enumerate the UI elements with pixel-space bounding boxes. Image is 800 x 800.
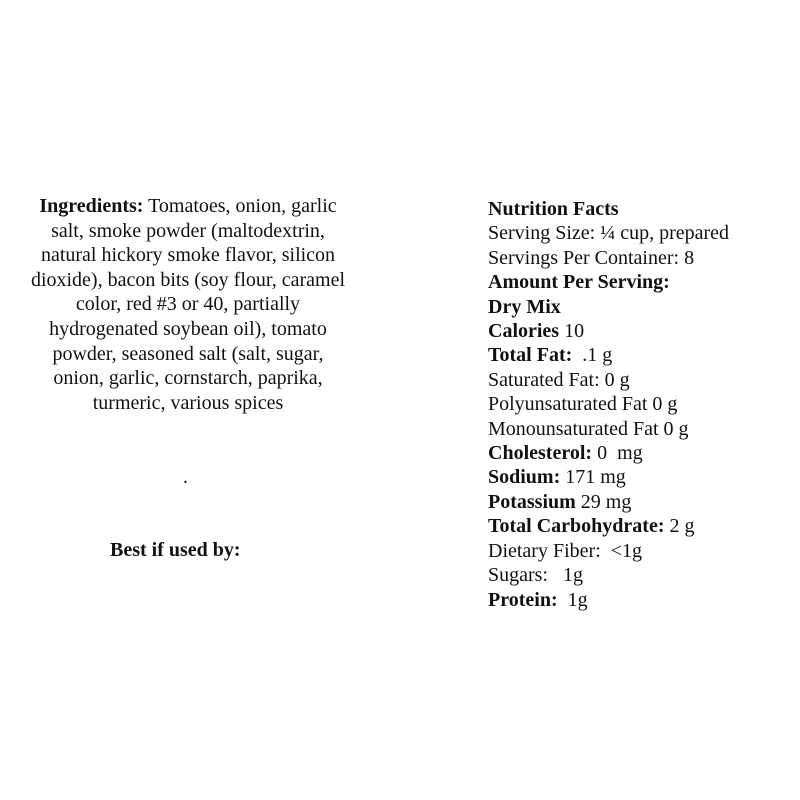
- calories-label: Calories: [488, 320, 560, 343]
- sodium-value: 171 mg: [560, 466, 626, 489]
- cholesterol-row: [488, 441, 788, 465]
- ingredients-text: Tomatoes, onion, garlic salt, smoke powder (maltodextrin, natural hickory smoke flavor, silicon dioxide), bacon bits (soy flour, caramel color, red #3 or 40, partially hydrogenated soybean oil), tomato powder, seasoned salt (salt, sugar, onion, garlic, cornstarch, paprika, turmeric, various spices: [30, 195, 346, 414]
- dietary-fiber: Dietary Fiber: <1g: [488, 539, 643, 562]
- potassium-label: Potassium: [488, 490, 576, 513]
- ingredients-block: [28, 194, 348, 415]
- cholesterol-value: 0 mg: [592, 442, 643, 465]
- polyunsaturated-fat: Polyunsaturated Fat 0 g: [488, 393, 678, 416]
- dry-mix-label: Dry Mix: [488, 295, 561, 318]
- ingredients-label: Ingredients:: [39, 195, 144, 217]
- total-fat-row: [488, 343, 788, 367]
- total-fat-label: Total Fat:: [488, 344, 573, 367]
- protein-row: [488, 588, 788, 612]
- total-fat-value: .1 g: [572, 344, 613, 367]
- sodium-label: Sodium:: [488, 466, 561, 489]
- potassium-value: 29 mg: [575, 490, 632, 513]
- serving-size: Serving Size: ¼ cup, prepared: [488, 222, 730, 245]
- nutrition-facts-panel: [488, 197, 788, 612]
- nutrition-title: Nutrition Facts: [488, 198, 619, 220]
- protein-value: 1g: [557, 588, 588, 611]
- potassium-row: [488, 490, 788, 514]
- total-carbohydrate-row: [488, 514, 788, 538]
- calories-row: [488, 319, 788, 343]
- monounsaturated-fat: Monounsaturated Fat 0 g: [488, 417, 689, 440]
- amount-per-serving: Amount Per Serving:: [488, 271, 670, 294]
- calories-value: 10: [559, 320, 585, 343]
- sugars: Sugars: 1g: [488, 564, 583, 587]
- saturated-fat: Saturated Fat: 0 g: [488, 368, 630, 391]
- total-carbohydrate-label: Total Carbohydrate:: [488, 515, 665, 538]
- best-if-used-by-label: Best if used by:: [110, 539, 241, 561]
- protein-label: Protein:: [488, 588, 558, 611]
- cholesterol-label: Cholesterol:: [488, 442, 593, 465]
- servings-per-container: Servings Per Container: 8: [488, 246, 695, 269]
- sodium-row: [488, 465, 788, 489]
- ingredients-trailing-period: .: [183, 466, 188, 488]
- total-carbohydrate-value: 2 g: [664, 515, 695, 538]
